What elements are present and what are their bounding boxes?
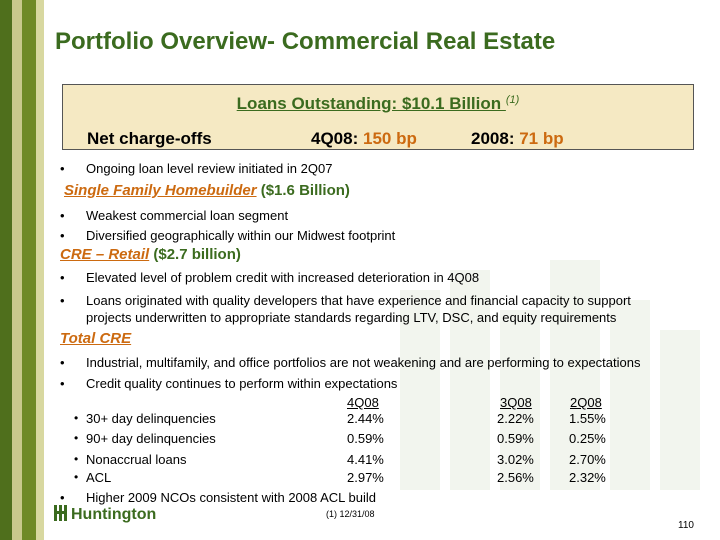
row-value: 0.25% [569,431,606,446]
stripe-light [12,0,22,540]
row-label: 90+ day delinquencies [86,431,216,446]
footnote: (1) 12/31/08 [326,509,375,519]
stripe-pale [36,0,44,540]
section-homebuilder-heading: Single Family Homebuilder ($1.6 Billion) [64,182,350,199]
row-value: 2.70% [569,452,606,467]
nco-label: Net charge-offs [87,129,212,148]
col-header-3q08: 3Q08 [500,395,532,410]
row-label: Nonaccrual loans [86,452,187,467]
bullet-marker: • [74,411,79,425]
row-value: 1.55% [569,411,606,426]
bullet-marker: • [60,376,65,391]
page-title: Portfolio Overview- Commercial Real Estate [55,28,556,55]
row-value: 4.41% [347,452,384,467]
page-number: 110 [678,520,694,531]
list-item-continued: projects underwritten to appropriate standards regarding LTV, DSC, and equity requirements [86,310,617,325]
row-value: 3.02% [497,452,534,467]
row-label: ACL [86,470,112,485]
list-item: Industrial, multifamily, and office portfolios are not weakening and are performing to expectations [86,355,641,370]
row-value: 2.97% [347,470,384,485]
list-item: Weakest commercial loan segment [86,208,289,223]
col-header-4q08: 4Q08 [347,395,379,410]
section-total-heading: Total CRE [60,330,132,347]
logo-mark-icon [54,505,68,521]
row-label: 30+ day delinquencies [86,411,216,426]
nco-2008: 2008: 71 bp [471,129,564,148]
summary-box [62,84,694,150]
bullet-marker: • [60,270,65,285]
row-value: 2.32% [569,470,606,485]
bullet-marker: • [74,431,79,445]
bullet-marker: • [60,228,65,243]
huntington-logo: Huntington [54,505,156,524]
intro-bullet: Ongoing loan level review initiated in 2Q07 [86,161,333,176]
col-header-2q08: 2Q08 [570,395,602,410]
row-value: 2.44% [347,411,384,426]
row-value: 0.59% [347,431,384,446]
list-item: Credit quality continues to perform within expectations [86,376,398,391]
bullet-marker: • [60,161,65,176]
bullet-marker: • [60,490,65,505]
row-value: 2.56% [497,470,534,485]
bullet-marker: • [74,470,79,484]
row-value: 2.22% [497,411,534,426]
list-item: Loans originated with quality developers that have experience and financial capacity to support [86,293,631,308]
section-retail-heading: CRE – Retail ($2.7 billion) [60,246,241,263]
list-item: Elevated level of problem credit with increased deterioration in 4Q08 [86,270,480,285]
bullet-marker: • [60,355,65,370]
list-item: Diversified geographically within our Midwest footprint [86,228,396,243]
stripe-mid [22,0,36,540]
stripe-dark [0,0,12,540]
row-value: 0.59% [497,431,534,446]
bullet-marker: • [60,293,65,308]
bullet-marker: • [74,452,79,466]
loans-outstanding: Loans Outstanding: $10.1 Billion $^{(1)}$ [236,94,520,113]
nco-4q08: 4Q08: 150 bp [311,129,417,148]
list-item: Higher 2009 NCOs consistent with 2008 ACL build [86,490,377,505]
bullet-marker: • [60,208,65,223]
